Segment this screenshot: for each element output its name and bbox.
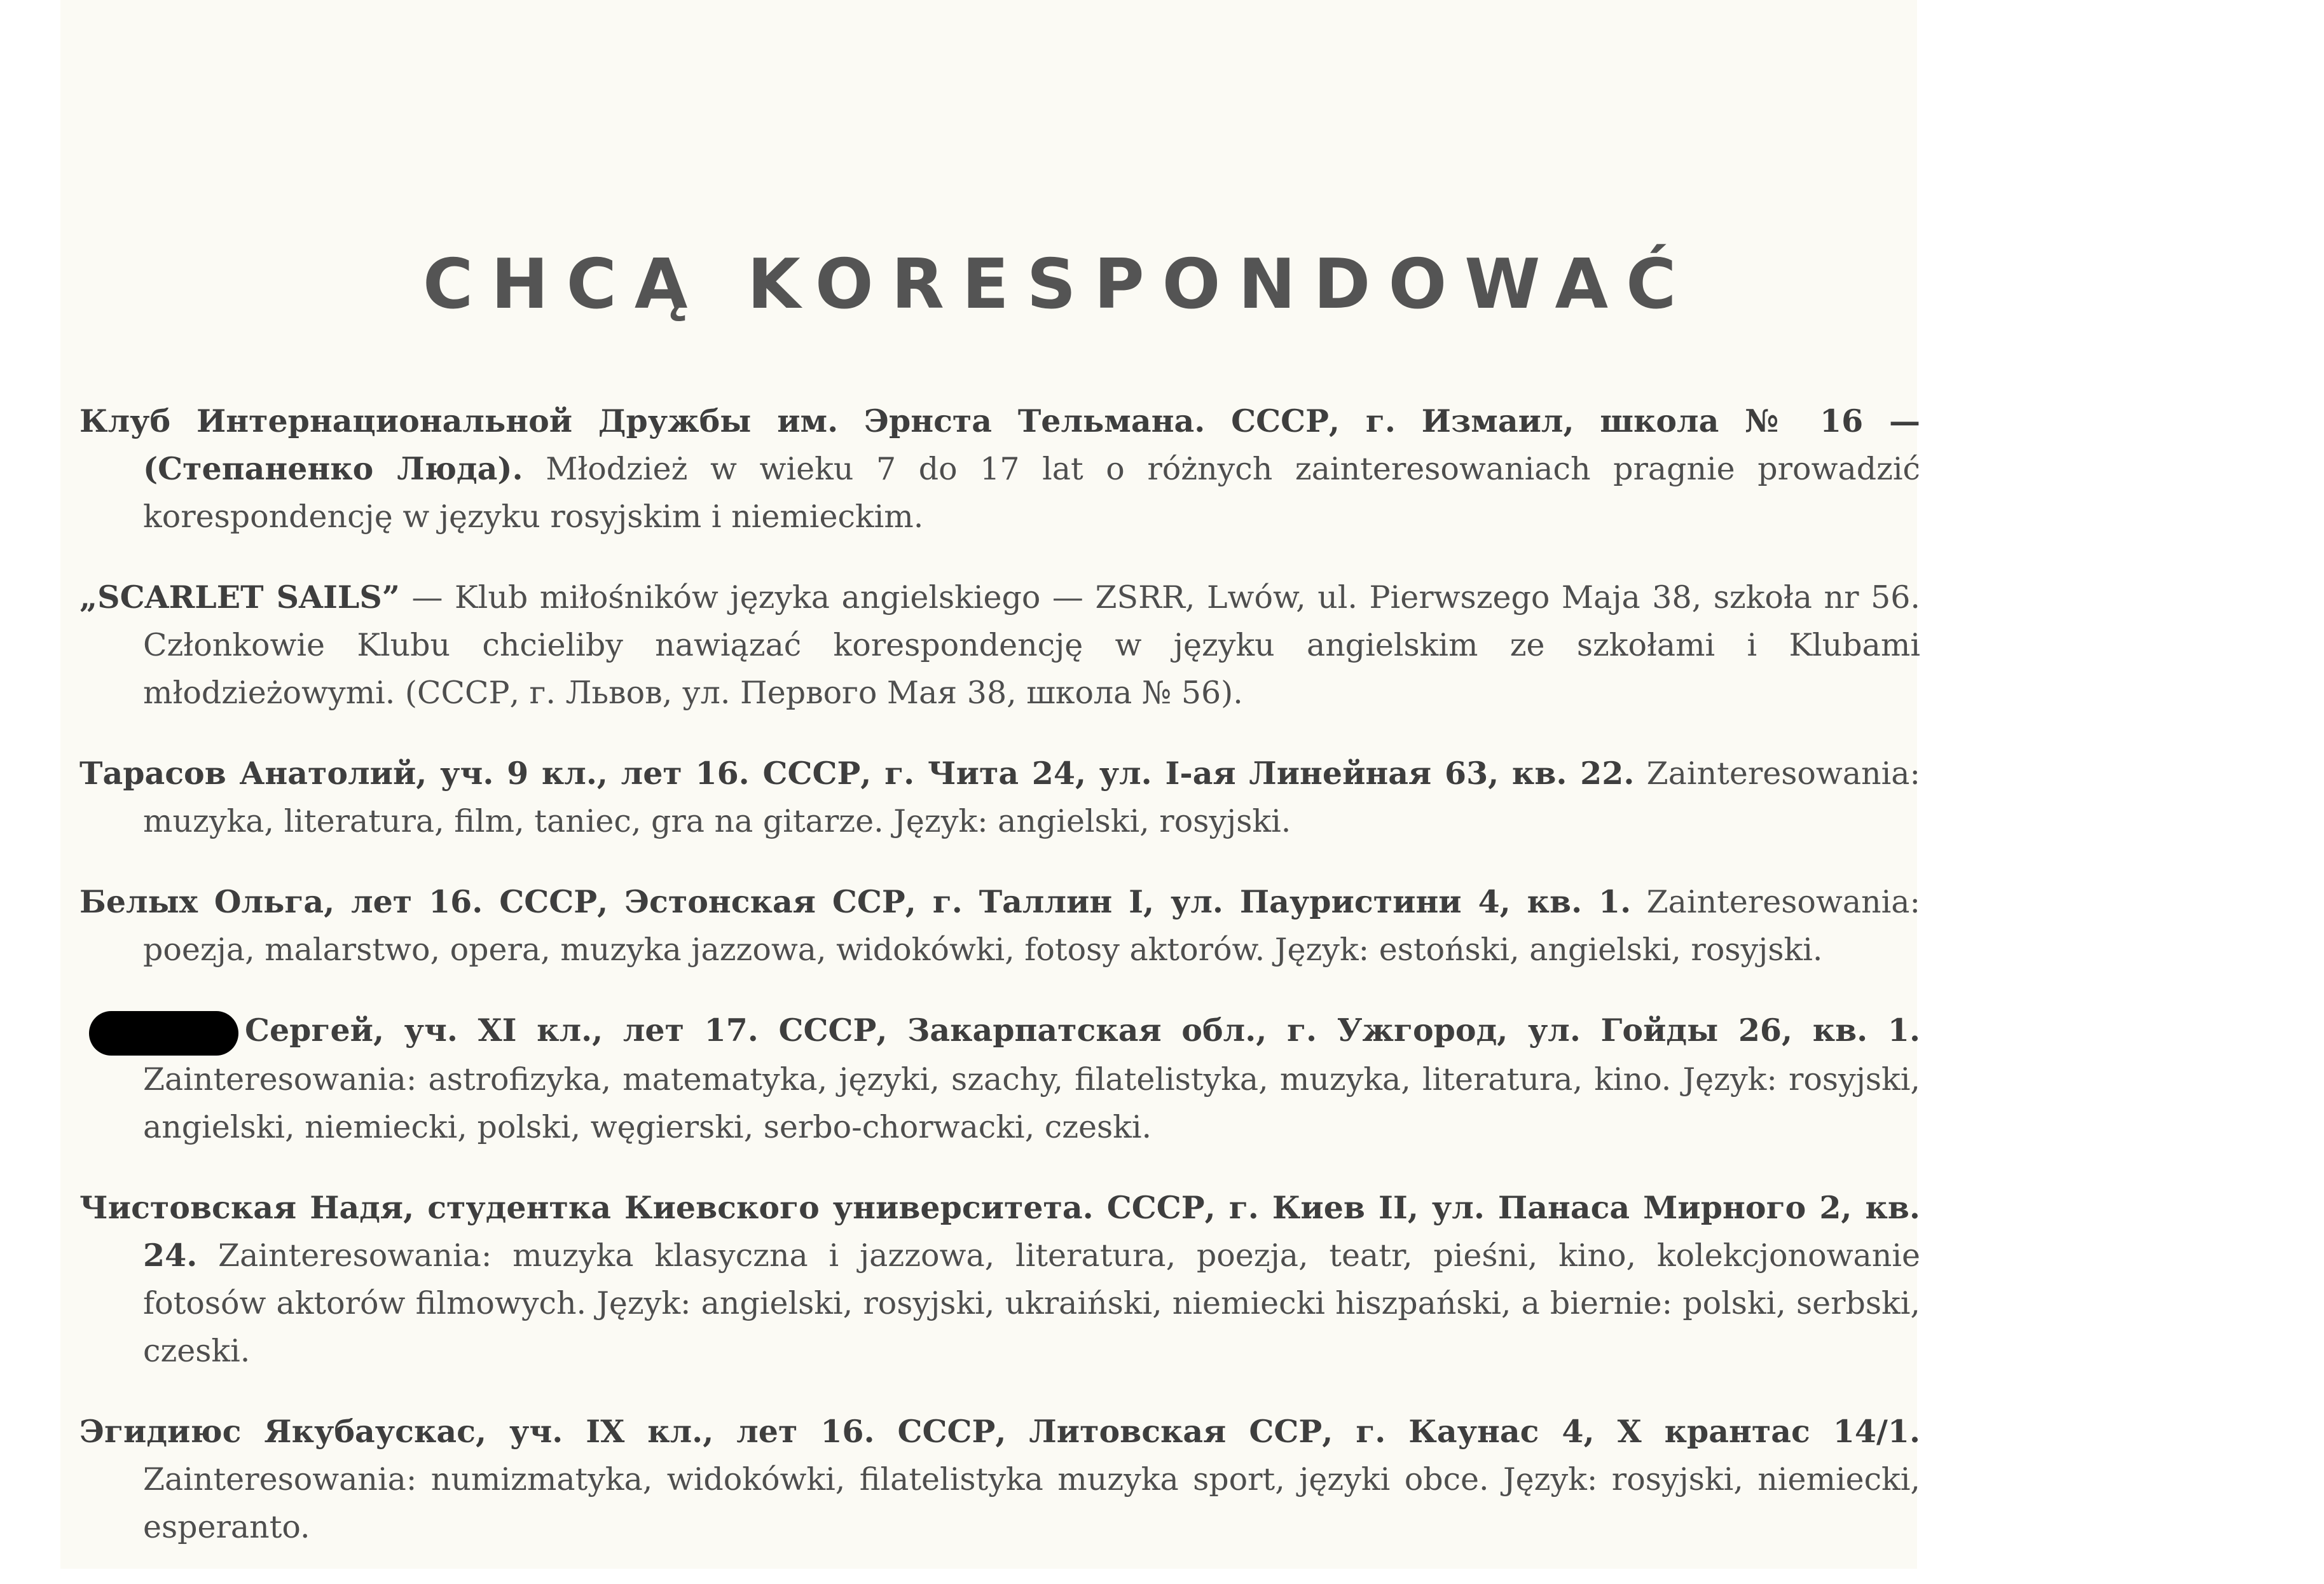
list-item <box>79 750 1920 845</box>
page-title: CHCĄ KORESPONDOWAĆ <box>423 245 1695 324</box>
entry-description: Zainteresowania: astrofizyka, matematyka, języki, szachy, filatelistyka, muzyka, literatura, kino. Język: rosyjski, angielski, niemiecki, polski, węgierski, serbo-chorwacki, czeski. <box>143 1061 1920 1145</box>
list-item <box>79 574 1920 717</box>
entry-address: Чистовская Надя, студентка Киевского университета. СССР, г. Киев II, ул. Панаса Мирного 2, кв. 24. <box>79 1188 1920 1274</box>
entry-description: Zainteresowania: muzyka, literatura, film, taniec, gra na gitarze. Język: angielski, rosyjski. <box>143 755 1920 839</box>
entry-address: Сергей, уч. XI кл., лет 17. СССР, Закарпатская обл., г. Ужгород, ул. Гойды 26, кв. 1. <box>245 1012 1920 1049</box>
entry-description: Młodzież w wieku 7 do 17 lat o różnych zainteresowaniach pragnie prowadzić korespondencję w języku rosyjskim i niemieckim. <box>143 451 1920 535</box>
entry-description: Zainteresowania: poezja, malarstwo, opera, muzyka jazzowa, widokówki, fotosy aktorów. Język: estoński, angielski, rosyjski. <box>143 884 1920 968</box>
entry-description: Zainteresowania: numizmatyka, widokówki, filatelistyka muzyka sport, języki obce. Język: rosyjski, niemiecki, esperanto. <box>143 1461 1920 1545</box>
list-item <box>79 878 1920 974</box>
entry-address: Белых Ольга, лет 16. СССР, Эстонская ССР, г. Таллин I, ул. Пауристини 4, кв. 1. <box>79 883 1632 920</box>
page-right-margin <box>1917 0 2324 1569</box>
entry-address: Клуб Интернациональной Дружбы им. Эрнста Тельмана. СССР, г. Измаил, школа № 16 — (Степаненко Люда). <box>79 403 1920 487</box>
list-item <box>79 1184 1920 1375</box>
entry-address: „SCARLET SAILS” <box>79 579 400 616</box>
correspondence-list <box>79 397 1920 1584</box>
entry-description: — Klub miłośników języka angielskiego — ZSRR, Lwów, ul. Pierwszego Maja 38, szkoła nr 56. Członkowie Klubu chcieliby nawiązać korespondencję w języku angielskim ze szkołami i Klubami młodzieżowymi. (СССР, г. Львов, ул. Первого Мая 38, школа № 56). <box>143 579 1920 711</box>
redaction-mark <box>89 1011 238 1056</box>
list-item <box>79 1007 1920 1151</box>
list-item <box>79 397 1920 541</box>
list-item <box>79 1408 1920 1551</box>
entry-address: Тарасов Анатолий, уч. 9 кл., лет 16. СССР, г. Чита 24, ул. I-ая Линейная 63, кв. 22. <box>79 755 1635 792</box>
entry-address: Эгидиюс Якубаускас, уч. IX кл., лет 16. СССР, Литовская ССР, г. Каунас 4, X крантас 14/1. <box>79 1412 1920 1450</box>
entry-description: Zainteresowania: muzyka klasyczna i jazzowa, literatura, poezja, teatr, pieśni, kino, kolekcjonowanie fotosów aktorów filmowych. Język: angielski, rosyjski, ukraiński, niemiecki hiszpański, a biernie: polski, serbski, czeski. <box>143 1237 1920 1369</box>
page-left-margin <box>0 0 60 1569</box>
